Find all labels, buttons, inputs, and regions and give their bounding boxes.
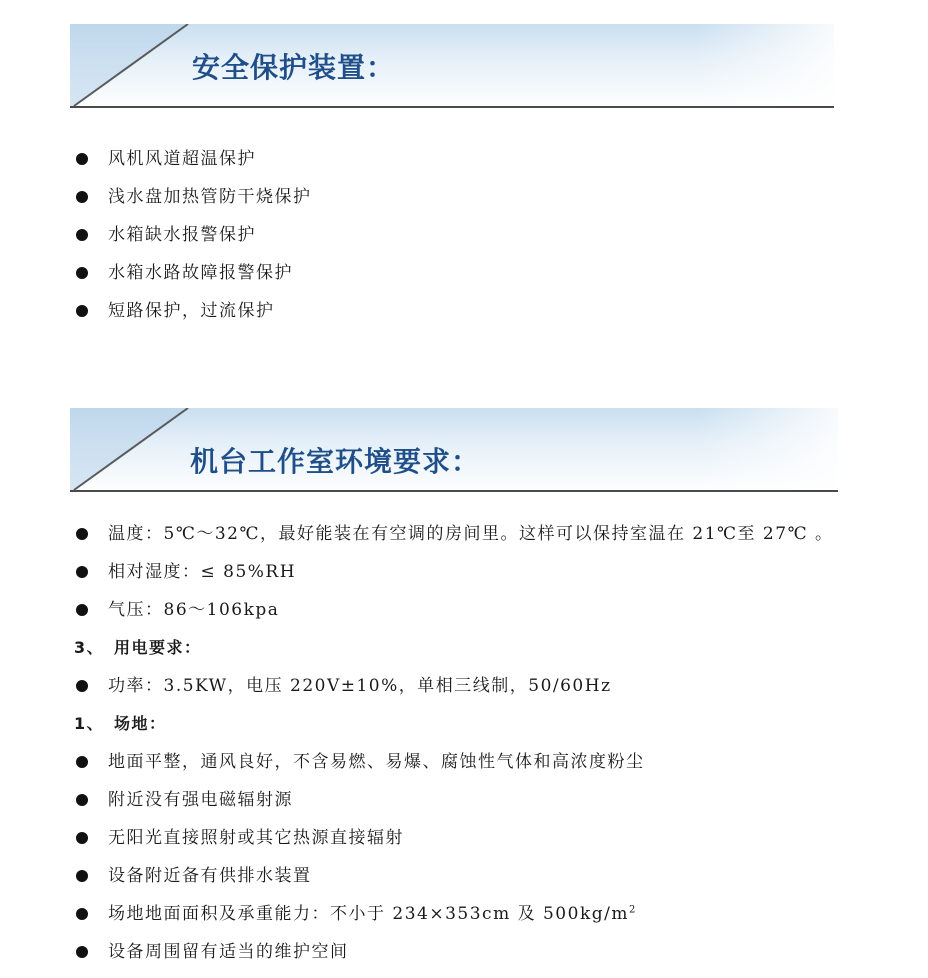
list-item-text: 设备周围留有适当的维护空间 xyxy=(108,942,349,962)
superscript: 2 xyxy=(628,904,637,916)
subheading-site xyxy=(74,705,834,743)
banner-decoration xyxy=(70,408,210,492)
bullet-icon xyxy=(76,191,88,203)
list-item xyxy=(74,895,834,933)
bullet-icon xyxy=(76,604,88,616)
list-item xyxy=(74,254,312,292)
list-item-text: 温度：5℃～32℃，最好能装在有空调的房间里。这样可以保持室温在 21℃至 27℃ 。 xyxy=(108,524,834,544)
list-item xyxy=(74,743,834,781)
list-item-text: 设备附近备有供排水装置 xyxy=(108,866,312,886)
list-item xyxy=(74,515,834,553)
list-item xyxy=(74,140,312,178)
bullet-icon xyxy=(76,908,88,920)
list-item-text: 无阳光直接照射或其它热源直接辐射 xyxy=(108,828,404,848)
section-banner-environment xyxy=(70,408,838,492)
list-item-text: 水箱缺水报警保护 xyxy=(108,225,256,245)
list-item-text: 气压：86～106kpa xyxy=(108,600,280,620)
bullet-icon xyxy=(76,229,88,241)
bullet-icon xyxy=(76,153,88,165)
bullet-icon xyxy=(76,566,88,578)
list-item xyxy=(74,819,834,857)
list-item-text: 短路保护，过流保护 xyxy=(108,301,275,321)
bullet-icon xyxy=(76,305,88,317)
list-item xyxy=(74,178,312,216)
list-item-text: 水箱水路故障报警保护 xyxy=(108,263,293,283)
list-item xyxy=(74,591,834,629)
list-item-text: 附近没有强电磁辐射源 xyxy=(108,790,293,810)
subheading-number: 3、 xyxy=(74,638,105,657)
banner-decoration xyxy=(70,24,210,108)
list-item-text: 场地地面面积及承重能力：不小于 234×353cm 及 500kg/m xyxy=(108,904,629,924)
list-item-text: 浅水盘加热管防干烧保护 xyxy=(108,187,312,207)
bullet-icon xyxy=(76,946,88,958)
banner-fade xyxy=(698,408,838,492)
list-item-text: 地面平整，通风良好，不含易燃、易爆、腐蚀性气体和高浓度粉尘 xyxy=(108,752,645,772)
list-item xyxy=(74,667,834,705)
environment-list xyxy=(74,515,834,971)
subheading-text: 用电要求： xyxy=(114,638,202,657)
list-item xyxy=(74,933,834,971)
subheading-power xyxy=(74,629,834,667)
banner-fade xyxy=(694,24,834,108)
list-item xyxy=(74,857,834,895)
safety-list xyxy=(74,140,312,330)
list-item-text: 风机风道超温保护 xyxy=(108,149,256,169)
banner-rule xyxy=(70,490,838,492)
banner-rule xyxy=(70,106,834,108)
bullet-icon xyxy=(76,794,88,806)
subheading-number: 1、 xyxy=(74,714,105,733)
list-item-text: 功率：3.5KW，电压 220V±10%，单相三线制，50/60Hz xyxy=(108,676,612,696)
section-title: 机台工作室环境要求： xyxy=(190,445,481,478)
list-item xyxy=(74,216,312,254)
bullet-icon xyxy=(76,267,88,279)
bullet-icon xyxy=(76,832,88,844)
section-title: 安全保护装置： xyxy=(192,51,396,84)
bullet-icon xyxy=(76,756,88,768)
bullet-icon xyxy=(76,528,88,540)
subheading-text: 场地： xyxy=(114,714,167,733)
bullet-icon xyxy=(76,680,88,692)
list-item xyxy=(74,292,312,330)
list-item xyxy=(74,781,834,819)
section-banner-safety xyxy=(70,24,834,108)
list-item xyxy=(74,553,834,591)
bullet-icon xyxy=(76,870,88,882)
list-item-text: 相对湿度：≤ 85%RH xyxy=(108,562,297,582)
